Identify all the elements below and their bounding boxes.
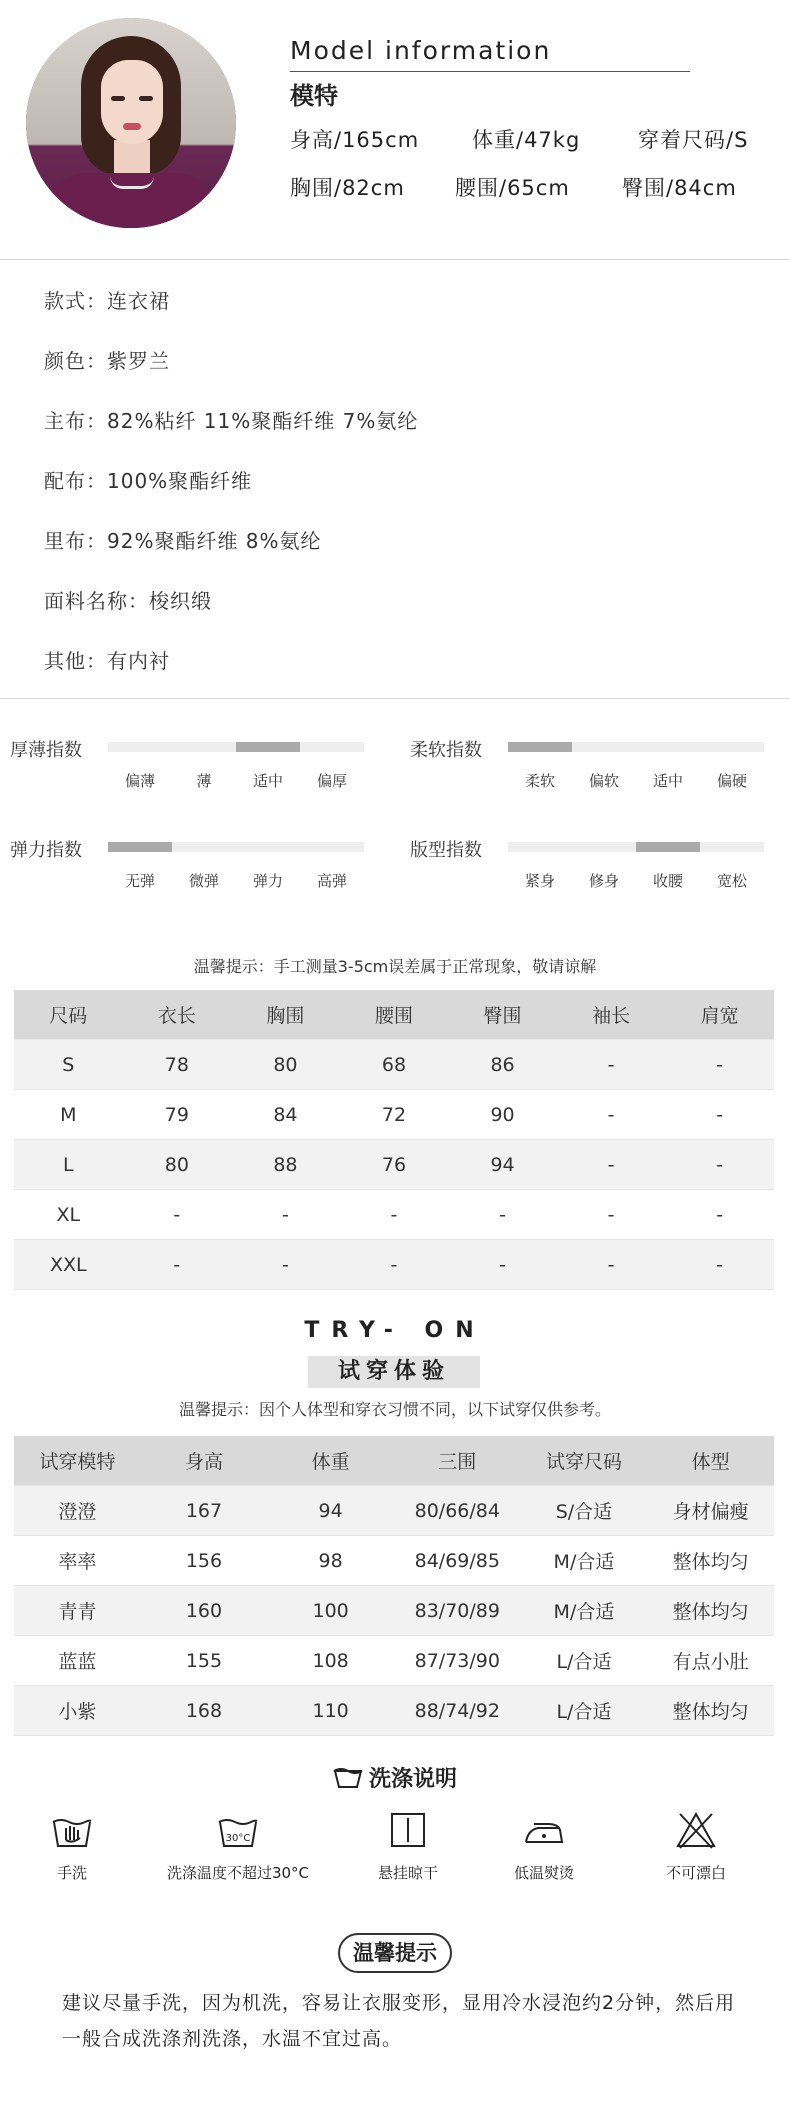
table-cell: 身材偏瘦 [647,1486,774,1536]
washing-title: 洗涤说明 [368,1767,457,1792]
table-cell: 83/70/89 [394,1586,521,1636]
elasticity-index-label: 弹力指数 [10,840,82,861]
spec-style: 款式：连衣裙 [44,289,170,313]
wash-label: 不可漂白 [665,1864,727,1882]
hand-wash-icon [50,1810,94,1850]
softness-index-fill [508,742,572,752]
model-hips: 臀围/84cm [622,176,737,200]
table-cell: - [665,1190,774,1240]
table-cell: 90 [448,1090,557,1140]
tryon-subtitle: 试穿体验 [308,1356,480,1388]
table-cell: L/合适 [521,1686,648,1736]
size-note: 温馨提示：手工测量3-5cm误差属于正常现象，敬请谅解 [193,957,597,976]
table-header-cell: 三围 [394,1436,521,1486]
spec-lining: 里布：92%聚酯纤维 8%氨纶 [44,529,322,553]
table-cell: 澄澄 [14,1486,141,1536]
table-cell: 68 [340,1040,449,1090]
table-cell: - [665,1040,774,1090]
table-cell: - [448,1240,557,1290]
table-header-cell: 尺码 [14,990,123,1040]
table-cell: 整体均匀 [647,1586,774,1636]
table-row [14,1040,774,1090]
elasticity-index-fill [108,842,172,852]
table-row [14,1140,774,1190]
table-header-cell: 腰围 [340,990,449,1040]
table-cell: 青青 [14,1586,141,1636]
table-row [14,1240,774,1290]
wash-temp-text: 30°C [225,1833,251,1844]
model-info-subtitle: 模特 [290,82,338,110]
tick-label: 无弹 [124,872,156,890]
model-measure-row-2 [290,172,770,202]
table-cell: - [231,1190,340,1240]
tick-label: 弹力 [252,872,284,890]
tick-label: 偏硬 [716,772,748,790]
tick-label: 偏软 [588,772,620,790]
tick-label: 偏厚 [316,772,348,790]
table-cell: 率率 [14,1536,141,1586]
elasticity-index-track [108,842,364,852]
table-cell: 76 [340,1140,449,1190]
table-cell: 167 [141,1486,268,1536]
table-cell: - [557,1090,666,1140]
wash-label: 洗涤温度不超过30°C [166,1864,310,1882]
table-cell: - [557,1140,666,1190]
no-bleach-icon [674,1810,718,1850]
table-header-cell: 衣长 [123,990,232,1040]
softness-index-ticks [508,770,764,790]
tryon-title: TRY- ON [304,1318,486,1343]
model-avatar [26,18,236,228]
divider [0,698,790,699]
spec-color: 颜色：紫罗兰 [44,349,170,373]
tips-title: 温馨提示 [338,1933,452,1973]
model-height: 身高/165cm [290,128,420,152]
spec-other: 其他：有内衬 [44,649,170,673]
wash-label: 手洗 [56,1864,88,1882]
table-cell: 110 [267,1686,394,1736]
size-table [14,990,774,1290]
table-cell: 168 [141,1686,268,1736]
table-cell: L [14,1140,123,1190]
table-cell: 88/74/92 [394,1686,521,1736]
title-underline [290,71,690,72]
tryon-table [14,1436,774,1736]
fit-index-track [508,842,764,852]
tips-text: 建议尽量手洗，因为机洗，容易让衣服变形，显用冷水浸泡约2分钟，然后用一般合成洗涤剂洗涤，水温不宜过高。 [62,1992,736,2050]
table-cell: 84 [231,1090,340,1140]
thickness-index-label: 厚薄指数 [10,740,82,761]
wash-label: 低温熨烫 [513,1864,575,1882]
table-cell: - [557,1040,666,1090]
table-cell: 88 [231,1140,340,1190]
table-cell: M/合适 [521,1536,648,1586]
table-cell: 160 [141,1586,268,1636]
model-measure-row-1 [290,124,770,154]
tick-label: 薄 [196,772,212,790]
table-cell: S/合适 [521,1486,648,1536]
model-bust: 胸围/82cm [290,176,405,200]
table-cell: 78 [123,1040,232,1090]
table-cell: 155 [141,1636,268,1686]
tick-label: 微弹 [188,872,220,890]
spec-main-fabric: 主布：82%粘纤 11%聚酯纤维 7%氨纶 [44,409,419,433]
elasticity-index-ticks [108,870,364,890]
table-cell: - [340,1240,449,1290]
table-cell: L/合适 [521,1636,648,1686]
table-header-cell: 臀围 [448,990,557,1040]
model-info-title: Model information [290,36,552,65]
table-cell: 79 [123,1090,232,1140]
model-waist: 腰围/65cm [455,176,570,200]
tick-label: 适中 [252,772,284,790]
table-cell: 86 [448,1040,557,1090]
spec-fabric-name: 面料名称：梭织缎 [44,589,212,613]
table-cell: - [557,1190,666,1240]
table-header-cell: 体型 [647,1436,774,1486]
table-cell: 小紫 [14,1686,141,1736]
table-row [14,1486,774,1536]
softness-index-track [508,742,764,752]
tick-label: 柔软 [524,772,556,790]
table-cell: 80 [231,1040,340,1090]
wash-temp-icon [216,1810,260,1850]
model-size: 穿着尺码/S [638,128,749,152]
table-cell: 156 [141,1536,268,1586]
table-row [14,1686,774,1736]
table-row [14,1586,774,1636]
table-cell: - [123,1190,232,1240]
table-cell: 84/69/85 [394,1536,521,1586]
divider [0,259,790,260]
table-row [14,1090,774,1140]
wash-label: 悬挂晾干 [377,1864,439,1882]
tryon-note: 温馨提示：因个人体型和穿衣习惯不同，以下试穿仅供参考。 [178,1400,611,1419]
table-cell: M/合适 [521,1586,648,1636]
thickness-index-ticks [108,770,364,790]
table-cell: - [123,1240,232,1290]
table-cell: 80 [123,1140,232,1190]
thickness-index-fill [236,742,300,752]
table-cell: 108 [267,1636,394,1686]
table-cell: - [448,1190,557,1240]
table-cell: 94 [448,1140,557,1190]
hang-dry-icon [386,1810,430,1850]
model-weight: 体重/47kg [472,128,581,152]
table-cell: - [665,1140,774,1190]
fit-index-ticks [508,870,764,890]
table-header-cell: 肩宽 [665,990,774,1040]
tick-label: 收腰 [652,872,684,890]
table-cell: 有点小肚 [647,1636,774,1686]
table-cell: - [665,1090,774,1140]
table-cell: S [14,1040,123,1090]
tick-label: 修身 [588,872,620,890]
table-cell: 100 [267,1586,394,1636]
table-header-row [14,990,774,1040]
fit-index-label: 版型指数 [410,840,482,861]
table-cell: 98 [267,1536,394,1586]
spec-secondary-fabric: 配布：100%聚酯纤维 [44,469,253,493]
table-row [14,1536,774,1586]
basin-icon [333,1767,363,1789]
table-cell: - [231,1240,340,1290]
low-iron-icon [522,1810,566,1850]
tick-label: 偏薄 [124,772,156,790]
softness-index-label: 柔软指数 [410,740,482,761]
table-row [14,1636,774,1686]
table-cell: - [557,1240,666,1290]
table-header-row [14,1436,774,1486]
table-row [14,1190,774,1240]
table-header-cell: 试穿尺码 [521,1436,648,1486]
table-header-cell: 胸围 [231,990,340,1040]
table-cell: XXL [14,1240,123,1290]
table-cell: M [14,1090,123,1140]
table-cell: 80/66/84 [394,1486,521,1536]
table-cell: 整体均匀 [647,1686,774,1736]
table-header-cell: 袖长 [557,990,666,1040]
table-cell: - [340,1190,449,1240]
table-cell: 蓝蓝 [14,1636,141,1686]
table-cell: - [665,1240,774,1290]
table-header-cell: 体重 [267,1436,394,1486]
table-header-cell: 试穿模特 [14,1436,141,1486]
table-header-cell: 身高 [141,1436,268,1486]
tick-label: 适中 [652,772,684,790]
tick-label: 紧身 [524,872,556,890]
table-cell: 94 [267,1486,394,1536]
table-cell: 整体均匀 [647,1536,774,1586]
table-cell: XL [14,1190,123,1240]
washing-heading [0,1762,790,1793]
tick-label: 宽松 [716,872,748,890]
table-cell: 87/73/90 [394,1636,521,1686]
fit-index-fill [636,842,700,852]
thickness-index-track [108,742,364,752]
table-cell: 72 [340,1090,449,1140]
tick-label: 高弹 [316,872,348,890]
